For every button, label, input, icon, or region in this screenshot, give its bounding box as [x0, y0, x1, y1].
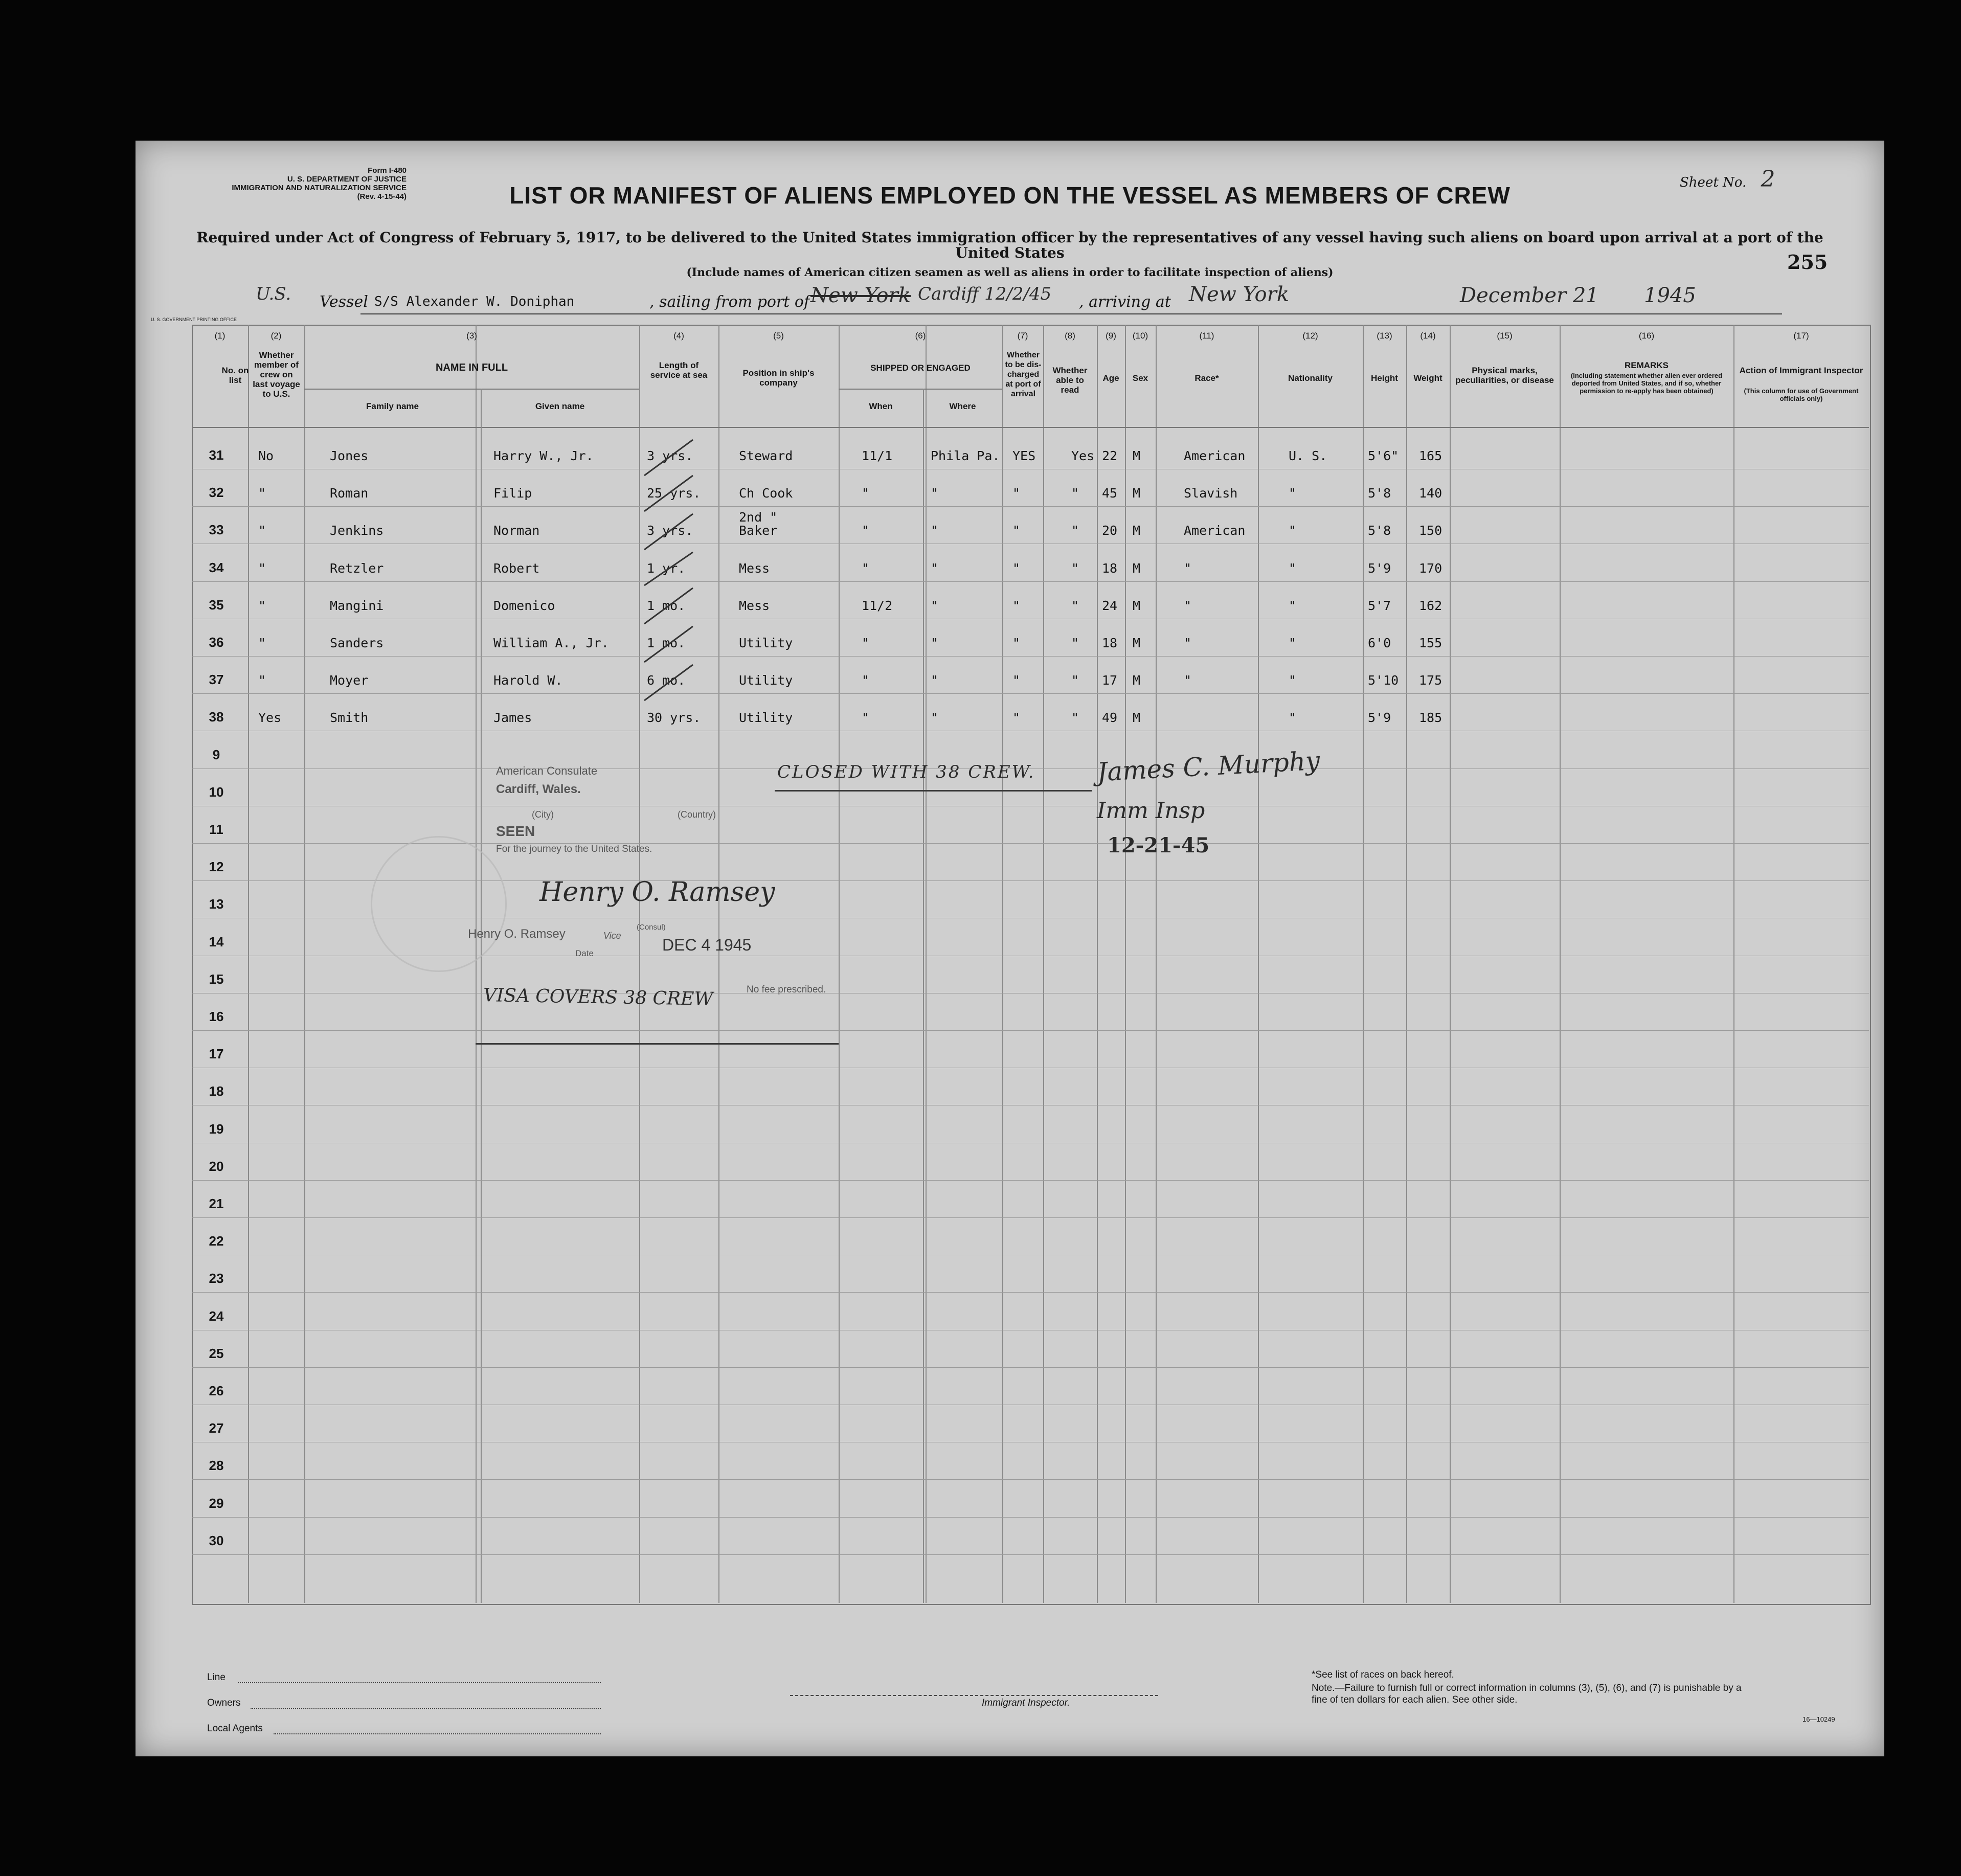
- shipped-subhead-line: [839, 389, 1002, 390]
- inspector-signature: James C. Murphy: [1096, 745, 1321, 787]
- col-divider: [1156, 325, 1157, 1603]
- footer-inspector-label: Immigrant Inspector.: [982, 1698, 1070, 1708]
- row-number: 13: [209, 896, 224, 912]
- row-number: 19: [209, 1121, 224, 1137]
- consul-title: (Consul): [637, 923, 666, 932]
- row-discharge: ": [1012, 486, 1021, 501]
- arrival-year: 1945: [1644, 284, 1696, 307]
- row-age: 49: [1102, 710, 1118, 726]
- consulate-line1: American Consulate: [496, 764, 598, 777]
- arriving-label: , arriving at: [1079, 293, 1171, 311]
- row-rule: [192, 1479, 1869, 1480]
- row-shipped-where: ": [931, 523, 939, 538]
- col-num-6: (6): [915, 331, 926, 341]
- row-sex: M: [1133, 486, 1141, 501]
- row-position: Mess: [739, 598, 770, 613]
- row-family-name: Jenkins: [330, 523, 384, 538]
- closed-note: CLOSED WITH 38 CREW.: [777, 762, 1035, 782]
- row-height: 5'9: [1368, 560, 1391, 576]
- row-shipped-where: Phila Pa.: [931, 448, 1000, 463]
- printing-office: U. S. GOVERNMENT PRINTING OFFICE: [151, 317, 237, 322]
- row-shipped-where: ": [931, 598, 939, 613]
- row-discharge: ": [1012, 560, 1021, 576]
- col-label-weight: Weight: [1413, 373, 1442, 383]
- consulate-country-label: (Country): [678, 809, 716, 820]
- row-number: 17: [209, 1046, 224, 1062]
- col-num-16: (16): [1638, 331, 1655, 341]
- row-service: 3 yrs.: [647, 448, 693, 463]
- col-num-8: (8): [1065, 331, 1075, 341]
- row-shipped-where: ": [931, 636, 939, 650]
- vessel-name: S/S Alexander W. Doniphan: [374, 294, 575, 309]
- row-nationality: U. S.: [1289, 448, 1327, 463]
- row-number: 10: [209, 784, 224, 800]
- col-label-shipped: SHIPPED OR ENGAGED: [870, 363, 971, 373]
- row-read: Yes: [1071, 448, 1095, 463]
- col-divider: [248, 325, 249, 1603]
- arriving-port: New York: [1189, 283, 1289, 306]
- row-nationality: ": [1289, 486, 1297, 501]
- row-shipped-when: 11/2: [862, 598, 893, 613]
- row-sex: M: [1133, 560, 1141, 576]
- col-divider: [1125, 325, 1126, 1603]
- row-number: 30: [209, 1532, 224, 1548]
- col-divider: [1406, 325, 1407, 1603]
- row-height: 5'8: [1368, 486, 1391, 501]
- row-rule: [192, 581, 1869, 582]
- row-given-name: James: [493, 710, 532, 726]
- row-sex: M: [1133, 673, 1141, 688]
- col-num-11: (11): [1199, 331, 1214, 341]
- footer-races-note: *See list of races on back hereof.: [1312, 1669, 1454, 1680]
- row-shipped-when: ": [862, 636, 870, 650]
- row-last-voyage: ": [258, 486, 266, 501]
- row-discharge: ": [1012, 598, 1021, 613]
- row-position: Ch Cook: [739, 486, 793, 501]
- row-race: American: [1184, 523, 1246, 538]
- col-label-family-name: Family name: [366, 401, 419, 411]
- consul-date: DEC 4 1945: [662, 936, 752, 954]
- footer-owners-dots: [251, 1708, 601, 1709]
- row-number: 33: [209, 522, 224, 538]
- col-num-17: (17): [1793, 331, 1809, 341]
- col-divider: [1097, 325, 1098, 1603]
- row-shipped-where: ": [931, 710, 939, 726]
- col-divider: [1043, 325, 1044, 1603]
- row-shipped-where: ": [931, 673, 939, 688]
- row-read: ": [1071, 560, 1079, 576]
- row-race: ": [1184, 560, 1192, 576]
- row-discharge: ": [1012, 636, 1021, 650]
- row-race: Slavish: [1184, 486, 1238, 501]
- visa-note: VISA COVERS 38 CREW: [483, 985, 713, 1010]
- row-height: 5'6": [1368, 448, 1399, 463]
- row-given-name: Robert: [493, 560, 540, 576]
- row-read: ": [1071, 636, 1079, 650]
- page-number: 255: [1787, 251, 1828, 274]
- col-label-sex: Sex: [1132, 373, 1148, 383]
- consul-date-label: Date: [575, 948, 594, 958]
- inspector-sign-line: [790, 1695, 1158, 1696]
- col-num-13: (13): [1377, 331, 1392, 341]
- row-weight: 175: [1419, 673, 1442, 688]
- row-family-name: Smith: [330, 710, 369, 726]
- row-position: 2nd " Baker: [739, 510, 778, 538]
- col-divider: [1560, 325, 1561, 1603]
- col-divider: [1002, 325, 1003, 1603]
- row-discharge: ": [1012, 523, 1021, 538]
- row-race: ": [1184, 598, 1192, 613]
- row-number: 29: [209, 1495, 224, 1511]
- vessel-label: Vessel: [320, 293, 368, 311]
- footer-agents-dots: [274, 1733, 601, 1734]
- row-race: ": [1184, 636, 1192, 650]
- row-discharge: ": [1012, 710, 1021, 726]
- row-last-voyage: ": [258, 560, 266, 576]
- row-last-voyage: ": [258, 673, 266, 688]
- col-label-race: Race*: [1194, 373, 1219, 383]
- row-service: 1 mo.: [647, 636, 686, 650]
- footer-penalty-note: Note.—Failure to furnish full or correct information in columns (3), (5), (6), and (7) is punishable by a fine of ten dollars for each alien. See other side.: [1312, 1683, 1742, 1705]
- row-rule: [192, 1367, 1869, 1368]
- row-number: 32: [209, 485, 224, 501]
- row-position: Utility: [739, 636, 793, 650]
- vessel-prefix: U.S.: [256, 284, 291, 304]
- col-label-when: When: [869, 401, 893, 411]
- arrival-date: December 21: [1460, 284, 1599, 307]
- row-number: 23: [209, 1271, 224, 1286]
- row-sex: M: [1133, 710, 1141, 726]
- row-age: 45: [1102, 486, 1118, 501]
- row-race: ": [1184, 673, 1192, 688]
- row-number: 25: [209, 1345, 224, 1361]
- col-num-10: (10): [1132, 331, 1148, 341]
- row-rule: [192, 656, 1869, 657]
- col-label-remarks-note: (Including statement whether alien ever ordered deported from United States, and if so, whether permission to re-apply has been obtained): [1570, 372, 1723, 395]
- row-position: Utility: [739, 673, 793, 688]
- row-family-name: Mangini: [330, 598, 384, 613]
- row-sex: M: [1133, 448, 1141, 463]
- col-label-no: No. on list: [221, 366, 249, 385]
- consulate-journey: For the journey to the United States.: [496, 844, 652, 854]
- form-dept: U. S. DEPARTMENT OF JUSTICE: [287, 175, 407, 184]
- row-given-name: Filip: [493, 486, 532, 501]
- row-shipped-when: ": [862, 710, 870, 726]
- consul-vice: Vice: [603, 931, 621, 941]
- row-number: 15: [209, 971, 224, 987]
- row-service: 30 yrs.: [647, 710, 701, 726]
- col-divider: [1363, 325, 1364, 1603]
- row-weight: 150: [1419, 523, 1442, 538]
- row-shipped-when: ": [862, 523, 870, 538]
- row-last-voyage: ": [258, 523, 266, 538]
- row-rule: [192, 1217, 1869, 1218]
- row-shipped-when: ": [862, 560, 870, 576]
- row-rule: [192, 693, 1869, 694]
- row-height: 6'0: [1368, 636, 1391, 650]
- col-divider: [1450, 325, 1451, 1603]
- row-number: 16: [209, 1009, 224, 1024]
- sheet-label: Sheet No.: [1680, 175, 1747, 190]
- col-divider: [1733, 325, 1734, 1603]
- row-shipped-when: ": [862, 673, 870, 688]
- page-subtitle: Required under Act of Congress of February 5, 1917, to be delivered to the United States immigration officer by the representatives of any vessel having such aliens on board upon arrival at a port of the United States: [196, 229, 1823, 261]
- row-service: 1 mo.: [647, 598, 686, 613]
- col-num-1: (1): [214, 331, 226, 341]
- manifest-sheet: [136, 141, 1884, 1756]
- row-weight: 165: [1419, 448, 1442, 463]
- row-family-name: Moyer: [330, 673, 369, 688]
- row-weight: 170: [1419, 560, 1442, 576]
- row-read: ": [1071, 598, 1079, 613]
- col-num-15: (15): [1497, 331, 1513, 341]
- row-given-name: Harold W.: [493, 673, 563, 688]
- row-number: 22: [209, 1233, 224, 1249]
- row-last-voyage: ": [258, 598, 266, 613]
- row-age: 22: [1102, 448, 1118, 463]
- row-age: 20: [1102, 523, 1118, 538]
- row-service: 1 yr.: [647, 560, 686, 576]
- consulate-city-label: (City): [532, 809, 554, 820]
- col-divider: [476, 325, 477, 1603]
- vessel-underline: [360, 313, 1782, 314]
- consular-seal-impression: [371, 836, 507, 972]
- from-port-struck: New York: [810, 284, 911, 307]
- from-port-corrected: Cardiff 12/2/45: [918, 284, 1052, 304]
- row-number: 12: [209, 859, 224, 875]
- form-rev: (Rev. 4-15-44): [357, 192, 407, 201]
- row-age: 17: [1102, 673, 1118, 688]
- row-number: 35: [209, 597, 224, 613]
- row-number: 26: [209, 1383, 224, 1398]
- row-shipped-where: ": [931, 560, 939, 576]
- footer-line-label: Line: [207, 1672, 226, 1683]
- form-service: IMMIGRATION AND NATURALIZATION SERVICE: [232, 184, 407, 192]
- col-label-physical: Physical marks, peculiarities, or disease: [1455, 366, 1554, 385]
- sailing-label: , sailing from port of: [649, 293, 810, 311]
- row-number: 24: [209, 1308, 224, 1324]
- row-number: 20: [209, 1158, 224, 1174]
- footer-owners-label: Owners: [207, 1698, 241, 1708]
- name-subdivider: [481, 389, 482, 1603]
- col-label-last-voyage: Whether member of crew on last voyage to U.S.: [253, 350, 300, 399]
- consul-signature: Henry O. Ramsey: [539, 877, 775, 908]
- row-read: ": [1071, 523, 1079, 538]
- sheet-number: 2: [1761, 166, 1775, 192]
- form-number: Form I-480: [368, 166, 407, 175]
- row-family-name: Retzler: [330, 560, 384, 576]
- row-service: 25 yrs.: [647, 486, 701, 501]
- consul-name: Henry O. Ramsey: [468, 927, 566, 941]
- row-family-name: Sanders: [330, 636, 384, 650]
- col-divider: [839, 325, 840, 1603]
- col-divider: [1258, 325, 1259, 1603]
- row-number: 28: [209, 1458, 224, 1474]
- col-divider: [304, 325, 305, 1603]
- row-last-voyage: No: [258, 448, 274, 463]
- row-number: 34: [209, 559, 224, 575]
- row-shipped-when: 11/1: [862, 448, 893, 463]
- col-num-14: (14): [1420, 331, 1436, 341]
- row-sex: M: [1133, 636, 1141, 650]
- footer-agents-label: Local Agents: [207, 1723, 263, 1734]
- col-num-12: (12): [1302, 331, 1318, 341]
- row-number: 14: [209, 934, 224, 950]
- row-number: 31: [209, 447, 224, 463]
- page-title: LIST OR MANIFEST OF ALIENS EMPLOYED ON THE VESSEL AS MEMBERS OF CREW: [509, 182, 1511, 209]
- col-label-service: Length of service at sea: [650, 360, 708, 380]
- row-number: 21: [209, 1196, 224, 1211]
- header-bottom-line: [192, 427, 1869, 428]
- name-subhead-line: [304, 389, 639, 390]
- row-shipped-when: ": [862, 486, 870, 501]
- col-num-5: (5): [773, 331, 784, 341]
- row-service: 3 yrs.: [647, 523, 693, 538]
- row-number: 11: [209, 822, 223, 837]
- row-nationality: ": [1289, 598, 1297, 613]
- row-read: ": [1071, 673, 1079, 688]
- row-nationality: ": [1289, 560, 1297, 576]
- row-weight: 162: [1419, 598, 1442, 613]
- inspector-date: 12-21-45: [1107, 833, 1210, 857]
- row-position: Mess: [739, 560, 770, 576]
- col-num-3: (3): [466, 331, 477, 341]
- row-height: 5'8: [1368, 523, 1391, 538]
- col-label-position: Position in ship's company: [742, 368, 815, 388]
- shipped-subdivider: [923, 389, 924, 1603]
- row-rule: [192, 1030, 1869, 1031]
- footer-form-code: 16—10249: [1802, 1715, 1835, 1723]
- col-label-nationality: Nationality: [1288, 373, 1333, 383]
- row-read: ": [1071, 710, 1079, 726]
- col-label-read: Whether able to read: [1052, 366, 1088, 395]
- col-label-action: Action of Immigrant Inspector: [1739, 366, 1863, 375]
- row-age: 18: [1102, 560, 1118, 576]
- row-read: ": [1071, 486, 1079, 501]
- row-number: 38: [209, 709, 224, 725]
- visa-underline: [476, 1043, 839, 1045]
- row-rule: [192, 1517, 1869, 1518]
- row-family-name: Roman: [330, 486, 369, 501]
- row-nationality: ": [1289, 710, 1297, 726]
- col-label-given-name: Given name: [535, 401, 585, 411]
- row-given-name: Norman: [493, 523, 540, 538]
- row-given-name: Domenico: [493, 598, 555, 613]
- row-nationality: ": [1289, 636, 1297, 650]
- row-number: 18: [209, 1083, 224, 1099]
- col-label-where: Where: [949, 401, 976, 411]
- col-divider: [926, 325, 927, 1603]
- row-shipped-where: ": [931, 486, 939, 501]
- row-last-voyage: Yes: [258, 710, 282, 726]
- row-given-name: Harry W., Jr.: [493, 448, 594, 463]
- col-num-9: (9): [1106, 331, 1116, 341]
- row-weight: 140: [1419, 486, 1442, 501]
- col-label-action-note: (This column for use of Government officials only): [1744, 387, 1859, 402]
- row-last-voyage: ": [258, 636, 266, 650]
- row-height: 5'9: [1368, 710, 1391, 726]
- row-nationality: ": [1289, 673, 1297, 688]
- consulate-seen: SEEN: [496, 823, 535, 839]
- col-label-age: Age: [1102, 373, 1119, 383]
- row-nationality: ": [1289, 523, 1297, 538]
- col-label-remarks: REMARKS: [1625, 360, 1669, 370]
- row-service: 6 mo.: [647, 673, 686, 688]
- footer-line-dots: [238, 1682, 601, 1683]
- row-discharge: YES: [1012, 448, 1036, 463]
- consul-fee: No fee prescribed.: [747, 984, 826, 995]
- row-race: American: [1184, 448, 1246, 463]
- row-position: Utility: [739, 710, 793, 726]
- page-subtitle-note: (Include names of American citizen seamen as well as aliens in order to facilitate inspection of aliens): [686, 266, 1334, 279]
- row-sex: M: [1133, 523, 1141, 538]
- row-age: 18: [1102, 636, 1118, 650]
- col-label-name: NAME IN FULL: [435, 362, 508, 373]
- inspector-title: Imm Insp: [1097, 798, 1205, 824]
- row-rule: [192, 1180, 1869, 1181]
- row-number: 9: [212, 747, 220, 762]
- col-num-4: (4): [673, 331, 684, 341]
- row-rule: [192, 506, 1869, 507]
- closed-underline: [775, 790, 1092, 792]
- row-number: 36: [209, 635, 224, 650]
- row-weight: 185: [1419, 710, 1442, 726]
- row-number: 37: [209, 672, 224, 688]
- col-num-7: (7): [1017, 331, 1028, 341]
- row-sex: M: [1133, 598, 1141, 613]
- col-label-height: Height: [1371, 373, 1398, 383]
- row-rule: [192, 1554, 1869, 1555]
- row-height: 5'7: [1368, 598, 1391, 613]
- row-given-name: William A., Jr.: [493, 636, 609, 650]
- row-family-name: Jones: [330, 448, 369, 463]
- col-num-2: (2): [271, 331, 282, 341]
- row-age: 24: [1102, 598, 1118, 613]
- row-rule: [192, 1292, 1869, 1293]
- row-weight: 155: [1419, 636, 1442, 650]
- row-number: 27: [209, 1420, 224, 1436]
- row-height: 5'10: [1368, 673, 1399, 688]
- row-discharge: ": [1012, 673, 1021, 688]
- col-label-discharge: Whether to be dis-charged at port of arrival: [1005, 351, 1042, 398]
- consulate-line2: Cardiff, Wales.: [496, 782, 581, 796]
- row-position: Steward: [739, 448, 793, 463]
